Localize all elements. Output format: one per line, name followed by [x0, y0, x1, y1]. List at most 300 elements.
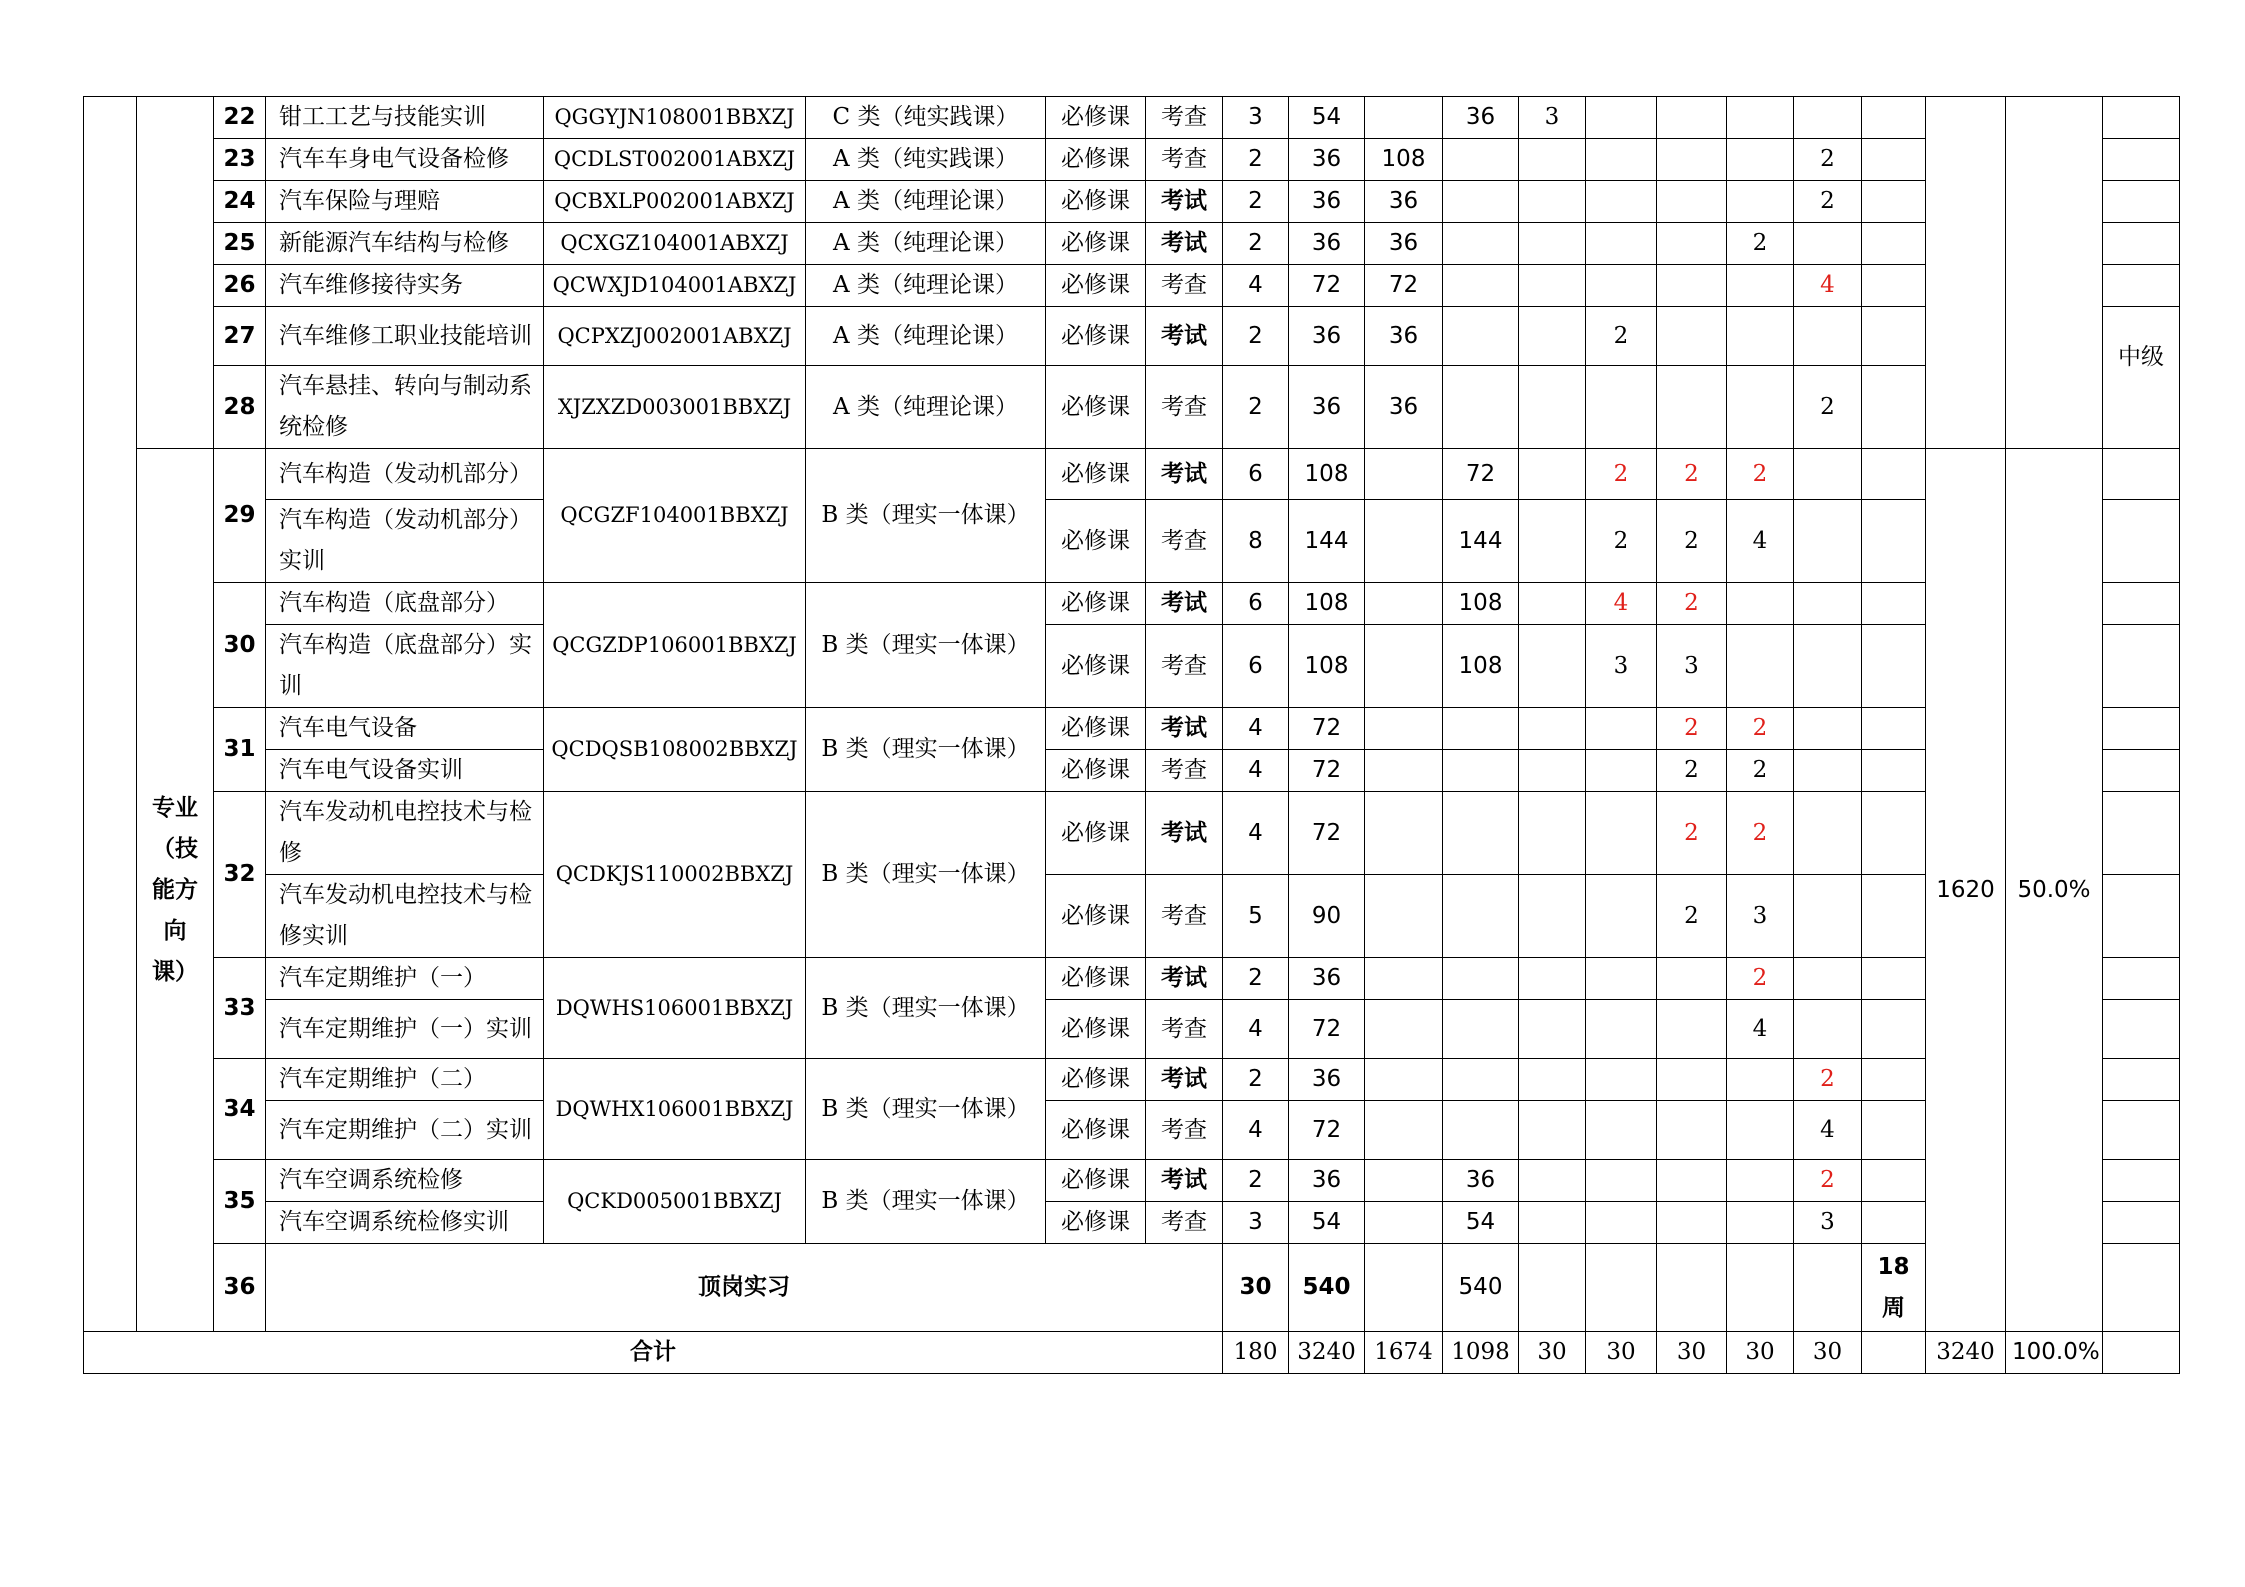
course-type: A 类（纯理论课） [806, 181, 1046, 223]
weekly-hours-w1 [1519, 307, 1586, 366]
total-hours: 72 [1289, 1000, 1365, 1059]
table-row [84, 1101, 2180, 1160]
practice-hours: 540 [1443, 1244, 1519, 1332]
theory-hours: 36 [1365, 366, 1443, 449]
credits: 5 [1223, 875, 1289, 958]
group-label-line: 向 [163, 917, 187, 944]
credits: 4 [1223, 265, 1289, 307]
course-type: A 类（纯实践课） [806, 139, 1046, 181]
theory-hours [1365, 708, 1443, 750]
weekly-hours-w4 [1727, 1244, 1794, 1332]
group-label-line: 能方 [152, 876, 198, 903]
course-type: B 类（理实一体课） [806, 792, 1046, 958]
weekly-hours-w2 [1586, 1202, 1657, 1244]
practice-hours: 36 [1443, 97, 1519, 139]
weekly-hours-w3 [1657, 1000, 1727, 1059]
weekly-hours-w3: 2 [1657, 449, 1727, 500]
weekly-hours-w2: 4 [1586, 583, 1657, 625]
course-requirement: 必修课 [1046, 500, 1146, 583]
weekly-hours-w3 [1657, 265, 1727, 307]
group-label [137, 449, 214, 1332]
credits: 2 [1223, 958, 1289, 1000]
assessment-method: 考查 [1146, 97, 1223, 139]
total-hours: 72 [1289, 265, 1365, 307]
table-row [84, 223, 2180, 265]
grand-total-percent: 100.0% [2006, 1332, 2103, 1374]
weekly-hours-w1 [1519, 1000, 1586, 1059]
theory-hours [1365, 500, 1443, 583]
course-type: B 类（理实一体课） [806, 1059, 1046, 1160]
weekly-hours-w5 [1794, 1000, 1862, 1059]
table-row-total [84, 1332, 2180, 1374]
weekly-hours-w3 [1657, 1101, 1727, 1160]
table-row [84, 750, 2180, 792]
course-number: 25 [214, 223, 266, 265]
total-hours: 108 [1289, 625, 1365, 708]
practice-hours [1443, 223, 1519, 265]
weekly-hours-w4 [1727, 181, 1794, 223]
total-theory: 1674 [1365, 1332, 1443, 1374]
assessment-method: 考试 [1146, 583, 1223, 625]
course-code: DQWHX106001BBXZJ [544, 1059, 806, 1160]
course-code: QCPXZJ002001ABXZJ [544, 307, 806, 366]
course-requirement: 必修课 [1046, 223, 1146, 265]
total-hours: 540 [1289, 1244, 1365, 1332]
total-hours: 72 [1289, 708, 1365, 750]
practice-hours [1443, 1000, 1519, 1059]
credits: 6 [1223, 449, 1289, 500]
weekly-hours-w1 [1519, 958, 1586, 1000]
total-hours: 36 [1289, 223, 1365, 265]
weekly-hours-w5 [1794, 708, 1862, 750]
weekly-hours-w5 [1794, 500, 1862, 583]
table-row [84, 265, 2180, 307]
remark-cell [2103, 875, 2180, 958]
weekly-hours-w3 [1657, 366, 1727, 449]
course-requirement: 必修课 [1046, 1000, 1146, 1059]
practice-hours [1443, 366, 1519, 449]
course-code: QCDQSB108002BBXZJ [544, 708, 806, 792]
weekly-hours-w6 [1862, 1160, 1926, 1202]
weekly-hours-w4 [1727, 1059, 1794, 1101]
total-weekly-w6 [1862, 1332, 1926, 1374]
weekly-hours-w2 [1586, 223, 1657, 265]
weekly-hours-w3: 2 [1657, 500, 1727, 583]
total-hours: 54 [1289, 1202, 1365, 1244]
course-type: B 类（理实一体课） [806, 583, 1046, 708]
assessment-method: 考试 [1146, 181, 1223, 223]
weekly-hours-w4: 2 [1727, 750, 1794, 792]
total-weekly-w2: 30 [1586, 1332, 1657, 1374]
remark-cell [2103, 500, 2180, 583]
practice-hours: 54 [1443, 1202, 1519, 1244]
total-hours: 36 [1289, 307, 1365, 366]
weekly-hours-w2 [1586, 265, 1657, 307]
practice-hours [1443, 265, 1519, 307]
total-hours: 72 [1289, 750, 1365, 792]
course-type: A 类（纯理论课） [806, 366, 1046, 449]
course-code: QCGZDP106001BBXZJ [544, 583, 806, 708]
total-hours: 36 [1289, 181, 1365, 223]
practice-hours [1443, 1101, 1519, 1160]
course-number: 28 [214, 366, 266, 449]
table-row [84, 1059, 2180, 1101]
practice-hours [1443, 139, 1519, 181]
course-name: 汽车空调系统检修实训 [266, 1202, 544, 1244]
credits: 2 [1223, 366, 1289, 449]
remark-cell [2103, 625, 2180, 708]
weekly-hours-w5 [1794, 625, 1862, 708]
course-requirement: 必修课 [1046, 1059, 1146, 1101]
course-type: A 类（纯理论课） [806, 307, 1046, 366]
remark-cell [2103, 583, 2180, 625]
table-row-internship [84, 1244, 2180, 1332]
course-number: 33 [214, 958, 266, 1059]
weekly-hours-w4: 2 [1727, 958, 1794, 1000]
table-row [84, 1202, 2180, 1244]
table-row [84, 875, 2180, 958]
weekly-hours-w6 [1862, 1000, 1926, 1059]
remark-cell [2103, 1000, 2180, 1059]
weekly-hours-w1 [1519, 181, 1586, 223]
total-hours: 36 [1289, 1160, 1365, 1202]
weekly-hours-w3: 2 [1657, 708, 1727, 750]
total-weekly-w3: 30 [1657, 1332, 1727, 1374]
assessment-method: 考查 [1146, 139, 1223, 181]
internship-weeks: 18周 [1862, 1244, 1926, 1332]
weekly-hours-w4 [1727, 625, 1794, 708]
practice-hours [1443, 181, 1519, 223]
weekly-hours-w2: 2 [1586, 500, 1657, 583]
course-code: DQWHS106001BBXZJ [544, 958, 806, 1059]
weekly-hours-w1: 3 [1519, 97, 1586, 139]
course-code: QCBXLP002001ABXZJ [544, 181, 806, 223]
weekly-hours-w1 [1519, 1202, 1586, 1244]
course-number: 29 [214, 449, 266, 583]
course-number: 22 [214, 97, 266, 139]
course-code: QCDLST002001ABXZJ [544, 139, 806, 181]
course-name: 汽车车身电气设备检修 [266, 139, 544, 181]
course-requirement: 必修课 [1046, 792, 1146, 875]
group-total-hours: 1620 [1926, 449, 2006, 1332]
theory-hours [1365, 1059, 1443, 1101]
course-number: 34 [214, 1059, 266, 1160]
total-hours: 36 [1289, 139, 1365, 181]
weekly-hours-w1 [1519, 265, 1586, 307]
practice-hours: 144 [1443, 500, 1519, 583]
weekly-hours-w1 [1519, 792, 1586, 875]
weekly-hours-w3 [1657, 1160, 1727, 1202]
remark-cell [2103, 1332, 2180, 1374]
course-requirement: 必修课 [1046, 1160, 1146, 1202]
weekly-hours-w6 [1862, 181, 1926, 223]
weekly-hours-w5: 2 [1794, 366, 1862, 449]
theory-hours: 36 [1365, 307, 1443, 366]
weekly-hours-w6 [1862, 500, 1926, 583]
course-number: 27 [214, 307, 266, 366]
course-requirement: 必修课 [1046, 1101, 1146, 1160]
weekly-hours-w3 [1657, 307, 1727, 366]
weekly-hours-w3 [1657, 1244, 1727, 1332]
course-number: 35 [214, 1160, 266, 1244]
group-label-line: （技 [152, 835, 198, 862]
practice-hours [1443, 1059, 1519, 1101]
assessment-method: 考查 [1146, 750, 1223, 792]
remark-cell [2103, 449, 2180, 500]
course-number: 26 [214, 265, 266, 307]
subtotal-percent-upper [2006, 97, 2103, 449]
table-row [84, 97, 2180, 139]
weekly-hours-w5: 2 [1794, 181, 1862, 223]
credits: 6 [1223, 583, 1289, 625]
weekly-hours-w3: 3 [1657, 625, 1727, 708]
table-row [84, 1160, 2180, 1202]
weekly-hours-w6 [1862, 625, 1926, 708]
remark-cell [2103, 1160, 2180, 1202]
practice-hours: 36 [1443, 1160, 1519, 1202]
weekly-hours-w2: 3 [1586, 625, 1657, 708]
course-requirement: 必修课 [1046, 449, 1146, 500]
remark-cell [2103, 97, 2180, 139]
course-plan-table [83, 96, 2180, 1374]
credits: 2 [1223, 1059, 1289, 1101]
course-number: 30 [214, 583, 266, 708]
weekly-hours-w1 [1519, 750, 1586, 792]
total-hours: 108 [1289, 449, 1365, 500]
subtotal-hours-upper [1926, 97, 2006, 449]
weekly-hours-w2 [1586, 1160, 1657, 1202]
table-row [84, 625, 2180, 708]
weekly-hours-w4: 2 [1727, 792, 1794, 875]
weekly-hours-w1 [1519, 1244, 1586, 1332]
course-requirement: 必修课 [1046, 583, 1146, 625]
weekly-hours-w5 [1794, 792, 1862, 875]
table-row [84, 583, 2180, 625]
course-name: 汽车构造（发动机部分）实训 [266, 500, 544, 583]
weekly-hours-w1 [1519, 1059, 1586, 1101]
remark-cell [2103, 181, 2180, 223]
course-number: 36 [214, 1244, 266, 1332]
course-number: 32 [214, 792, 266, 958]
weekly-hours-w1 [1519, 449, 1586, 500]
credits: 3 [1223, 1202, 1289, 1244]
course-type: A 类（纯理论课） [806, 265, 1046, 307]
weekly-hours-w4 [1727, 265, 1794, 307]
weekly-hours-w4 [1727, 1202, 1794, 1244]
weekly-hours-w3: 2 [1657, 750, 1727, 792]
course-name: 汽车发动机电控技术与检修实训 [266, 875, 544, 958]
remark-cell [2103, 1244, 2180, 1332]
assessment-method: 考试 [1146, 958, 1223, 1000]
weekly-hours-w2 [1586, 1101, 1657, 1160]
course-requirement: 必修课 [1046, 958, 1146, 1000]
weekly-hours-w6 [1862, 307, 1926, 366]
theory-hours [1365, 750, 1443, 792]
weekly-hours-w3 [1657, 181, 1727, 223]
weekly-hours-w5: 2 [1794, 139, 1862, 181]
total-hours: 3240 [1289, 1332, 1365, 1374]
weekly-hours-w6 [1862, 1059, 1926, 1101]
table-row [84, 181, 2180, 223]
total-hours: 36 [1289, 958, 1365, 1000]
weekly-hours-w3 [1657, 1202, 1727, 1244]
course-code: QCKD005001BBXZJ [544, 1160, 806, 1244]
table-row [84, 139, 2180, 181]
credits: 6 [1223, 625, 1289, 708]
weekly-hours-w5 [1794, 958, 1862, 1000]
course-name: 汽车悬挂、转向与制动系统检修 [266, 366, 544, 449]
group-label-line: 课） [152, 958, 198, 985]
weekly-hours-w3: 2 [1657, 875, 1727, 958]
grand-total-hours: 3240 [1926, 1332, 2006, 1374]
course-rows [84, 97, 2180, 1374]
theory-hours [1365, 1244, 1443, 1332]
course-name: 汽车电气设备实训 [266, 750, 544, 792]
theory-hours [1365, 97, 1443, 139]
remark-cell [2103, 1101, 2180, 1160]
course-name: 汽车构造（底盘部分） [266, 583, 544, 625]
table-row [84, 449, 2180, 500]
weekly-hours-w5 [1794, 97, 1862, 139]
course-number: 23 [214, 139, 266, 181]
weekly-hours-w5: 4 [1794, 1101, 1862, 1160]
remark-cell [2103, 265, 2180, 307]
weekly-hours-w6 [1862, 366, 1926, 449]
credits: 3 [1223, 97, 1289, 139]
credits: 4 [1223, 1101, 1289, 1160]
theory-hours [1365, 1202, 1443, 1244]
weekly-hours-w3: 2 [1657, 792, 1727, 875]
weekly-hours-w3 [1657, 223, 1727, 265]
credits: 2 [1223, 181, 1289, 223]
assessment-method: 考查 [1146, 1000, 1223, 1059]
assessment-method: 考试 [1146, 708, 1223, 750]
weekly-hours-w1 [1519, 625, 1586, 708]
assessment-method: 考查 [1146, 366, 1223, 449]
total-hours: 54 [1289, 97, 1365, 139]
weekly-hours-w2 [1586, 97, 1657, 139]
theory-hours: 72 [1365, 265, 1443, 307]
course-code: QCGZF104001BBXZJ [544, 449, 806, 583]
course-code: XJZXZD003001BBXZJ [544, 366, 806, 449]
assessment-method: 考试 [1146, 223, 1223, 265]
credits: 2 [1223, 307, 1289, 366]
practice-hours: 108 [1443, 583, 1519, 625]
assessment-method: 考试 [1146, 307, 1223, 366]
assessment-method: 考试 [1146, 1160, 1223, 1202]
credits: 4 [1223, 792, 1289, 875]
table-row [84, 366, 2180, 449]
total-weekly-w1: 30 [1519, 1332, 1586, 1374]
course-name: 汽车构造（发动机部分） [266, 449, 544, 500]
certificate-level: 中级 [2103, 307, 2180, 449]
course-requirement: 必修课 [1046, 750, 1146, 792]
weekly-hours-w6 [1862, 958, 1926, 1000]
course-requirement: 必修课 [1046, 708, 1146, 750]
course-type: B 类（理实一体课） [806, 708, 1046, 792]
total-practice: 1098 [1443, 1332, 1519, 1374]
course-type: B 类（理实一体课） [806, 1160, 1046, 1244]
weekly-hours-w6 [1862, 449, 1926, 500]
weekly-hours-w6 [1862, 265, 1926, 307]
course-requirement: 必修课 [1046, 265, 1146, 307]
course-name: 汽车发动机电控技术与检修 [266, 792, 544, 875]
course-requirement: 必修课 [1046, 181, 1146, 223]
weekly-hours-w6 [1862, 97, 1926, 139]
weekly-hours-w2 [1586, 366, 1657, 449]
course-type: C 类（纯实践课） [806, 97, 1046, 139]
weekly-hours-w1 [1519, 875, 1586, 958]
remark-cell [2103, 1202, 2180, 1244]
total-hours: 36 [1289, 366, 1365, 449]
total-weekly-w5: 30 [1794, 1332, 1862, 1374]
credits: 2 [1223, 139, 1289, 181]
assessment-method: 考试 [1146, 449, 1223, 500]
total-hours: 72 [1289, 1101, 1365, 1160]
weekly-hours-w6 [1862, 223, 1926, 265]
assessment-method: 考查 [1146, 1202, 1223, 1244]
practice-hours [1443, 792, 1519, 875]
weekly-hours-w4 [1727, 97, 1794, 139]
total-credits: 180 [1223, 1332, 1289, 1374]
weekly-hours-w1 [1519, 708, 1586, 750]
weekly-hours-w2: 2 [1586, 449, 1657, 500]
course-requirement: 必修课 [1046, 1202, 1146, 1244]
course-code: QCXGZ104001ABXZJ [544, 223, 806, 265]
weekly-hours-w6 [1862, 708, 1926, 750]
weekly-hours-w3 [1657, 1059, 1727, 1101]
assessment-method: 考查 [1146, 265, 1223, 307]
weekly-hours-w2 [1586, 181, 1657, 223]
theory-hours: 36 [1365, 223, 1443, 265]
course-requirement: 必修课 [1046, 366, 1146, 449]
course-name: 新能源汽车结构与检修 [266, 223, 544, 265]
theory-hours [1365, 1160, 1443, 1202]
weekly-hours-w1 [1519, 366, 1586, 449]
weekly-hours-w6 [1862, 1202, 1926, 1244]
credits: 8 [1223, 500, 1289, 583]
assessment-method: 考查 [1146, 875, 1223, 958]
weekly-hours-w5 [1794, 1244, 1862, 1332]
weekly-hours-w2 [1586, 958, 1657, 1000]
theory-hours [1365, 449, 1443, 500]
credits: 30 [1223, 1244, 1289, 1332]
table-row [84, 500, 2180, 583]
practice-hours [1443, 307, 1519, 366]
weekly-hours-w3: 2 [1657, 583, 1727, 625]
subgroup-cell-upper [137, 97, 214, 449]
remark-cell [2103, 1059, 2180, 1101]
theory-hours [1365, 1000, 1443, 1059]
course-name: 汽车构造（底盘部分）实训 [266, 625, 544, 708]
course-name: 汽车定期维护（一）实训 [266, 1000, 544, 1059]
course-name: 汽车维修工职业技能培训 [266, 307, 544, 366]
assessment-method: 考查 [1146, 500, 1223, 583]
course-name: 汽车保险与理赔 [266, 181, 544, 223]
weekly-hours-w2 [1586, 708, 1657, 750]
weekly-hours-w1 [1519, 139, 1586, 181]
weekly-hours-w1 [1519, 500, 1586, 583]
course-code: QGGYJN108001BBXZJ [544, 97, 806, 139]
practice-hours [1443, 958, 1519, 1000]
credits: 4 [1223, 708, 1289, 750]
weekly-hours-w6 [1862, 1101, 1926, 1160]
course-number: 31 [214, 708, 266, 792]
weekly-hours-w3 [1657, 97, 1727, 139]
remark-cell [2103, 792, 2180, 875]
total-hours: 36 [1289, 1059, 1365, 1101]
credits: 4 [1223, 1000, 1289, 1059]
